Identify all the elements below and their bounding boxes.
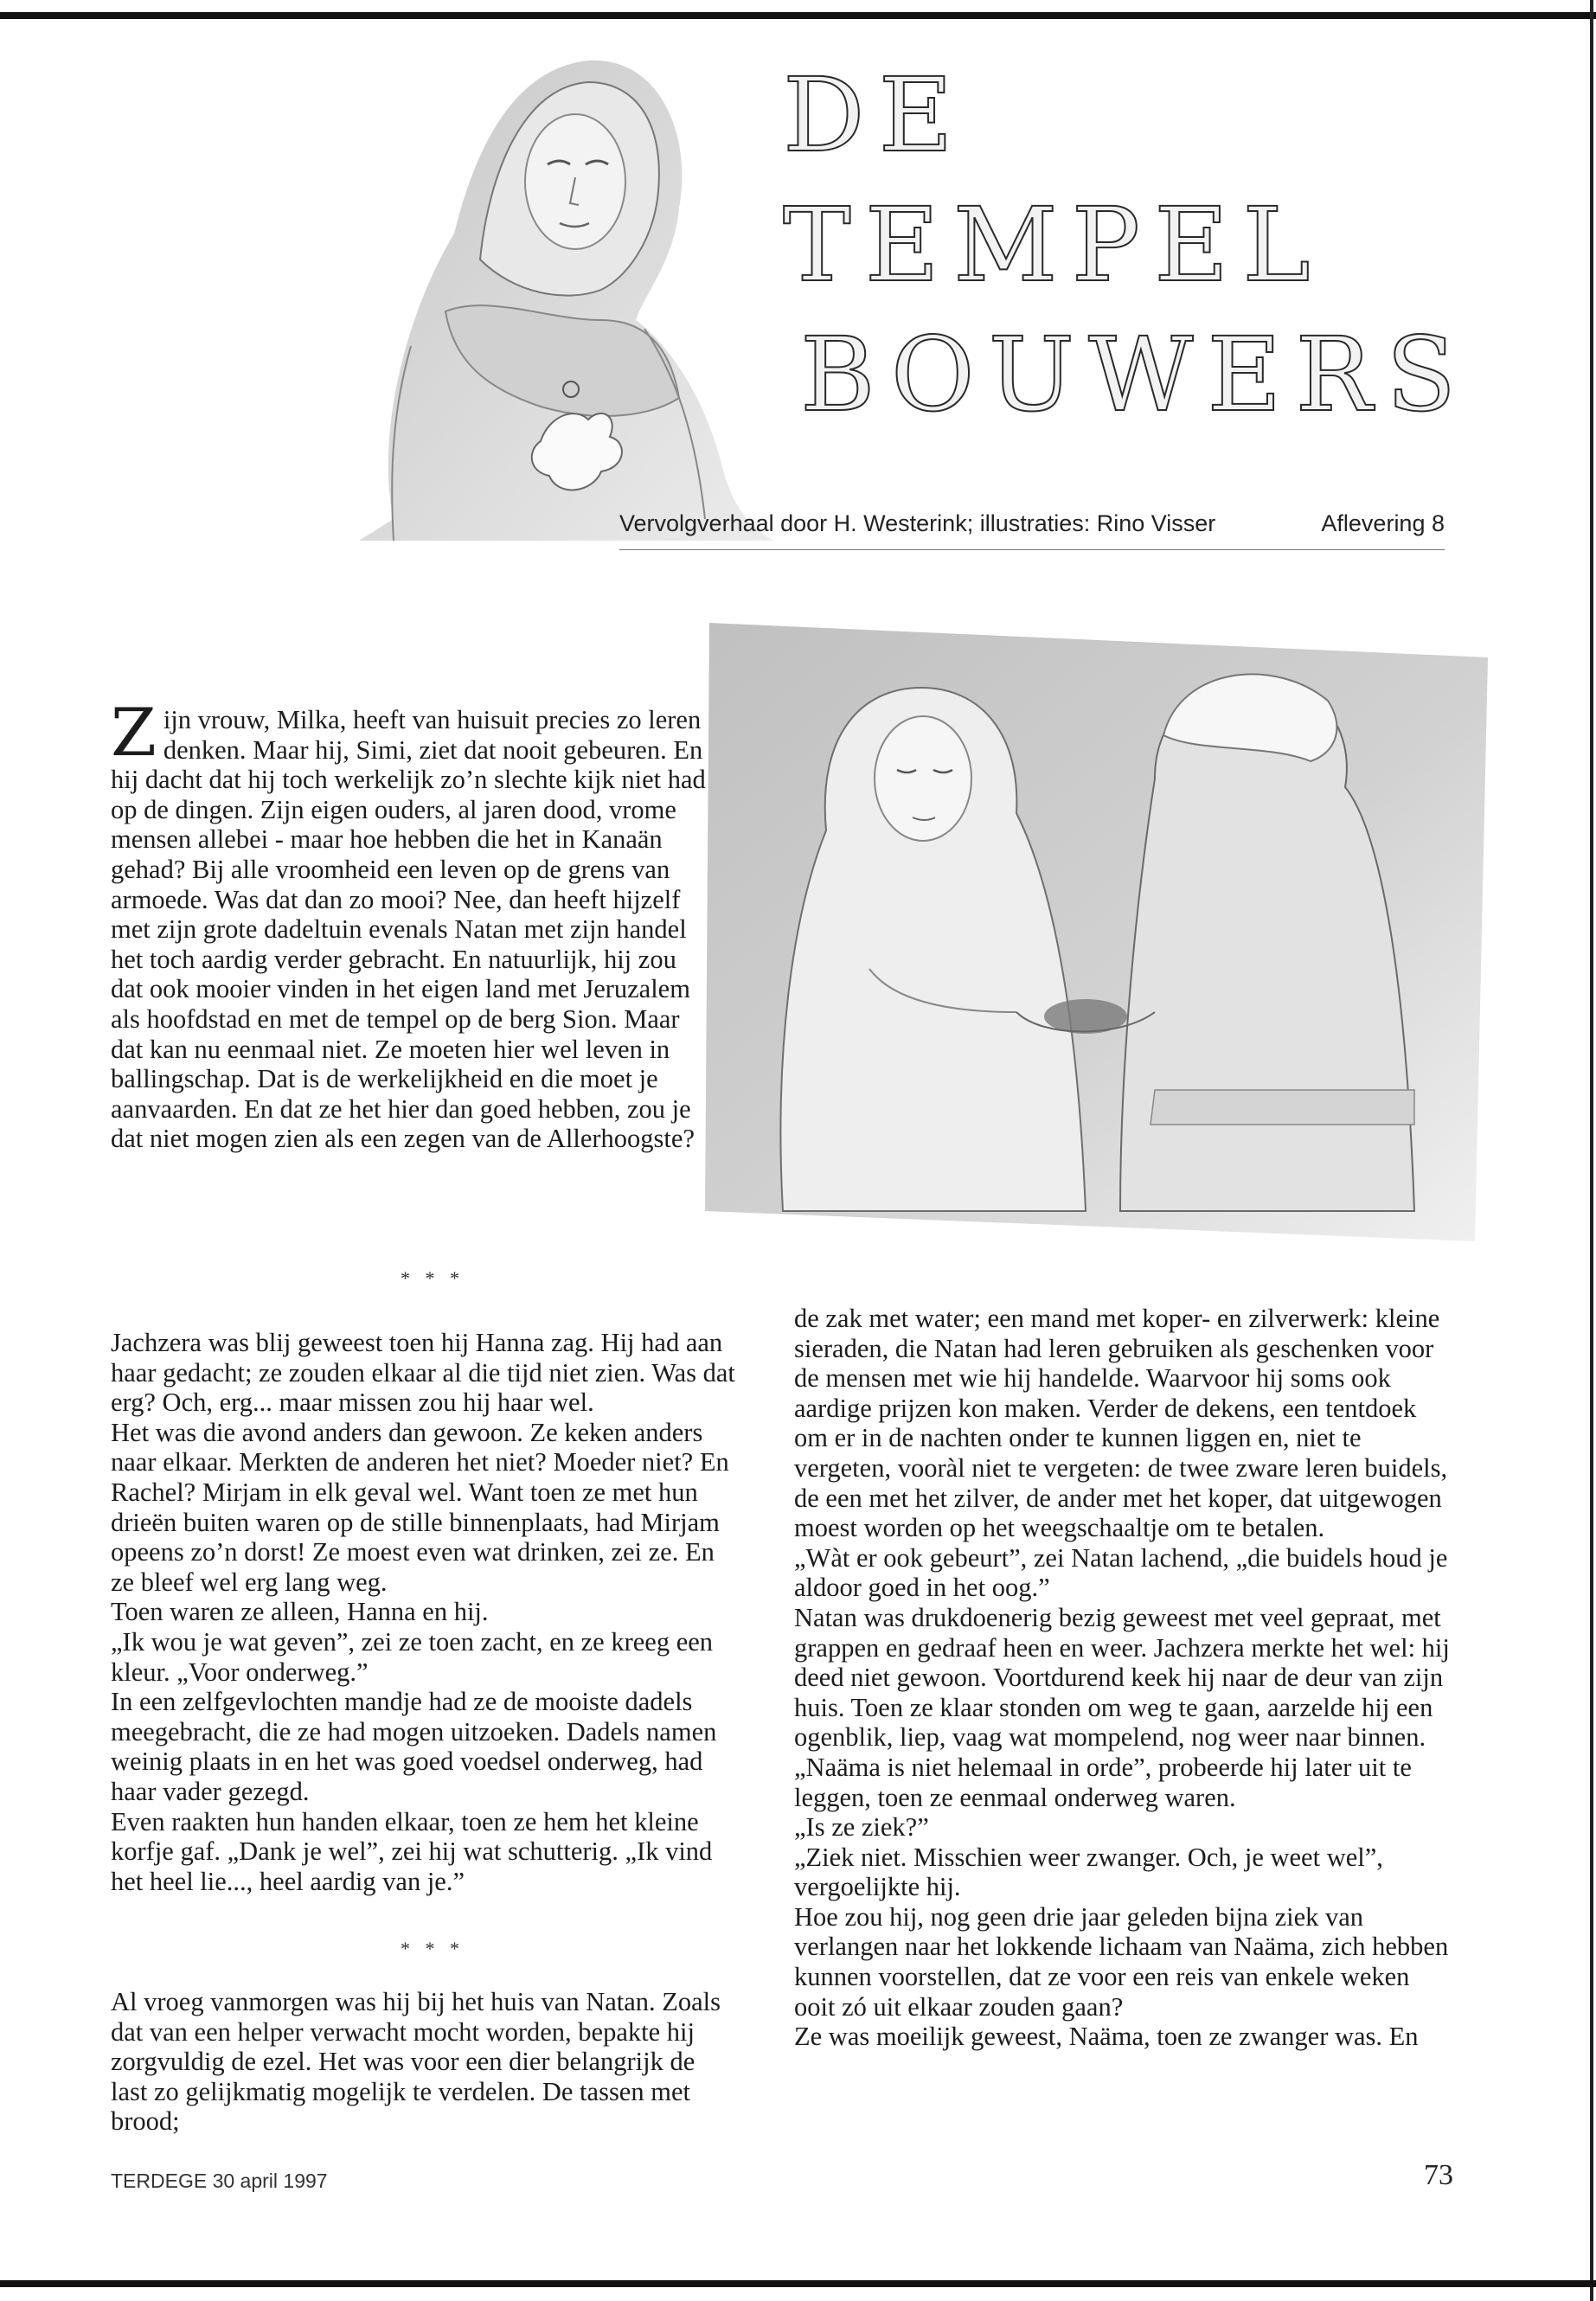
drop-cap: Z	[111, 694, 157, 771]
byline	[619, 510, 1445, 550]
right-column	[794, 1304, 1452, 2052]
paragraph: „Ziek niet. Misschien weer zwanger. Och, je weet wel”, vergoelijkte hij.	[794, 1842, 1383, 1902]
paragraph: Even raakten hun handen elkaar, toen ze hem het kleine korfje gaf. „Dank je wel”, zei hij wat schutterig. „Ik vind het heel lie..., heel aardig van je.”	[111, 1806, 713, 1896]
byline-credits: Vervolgverhaal door H. Westerink; illustraties: Rino Visser	[619, 510, 1216, 536]
section-separator: * * *	[401, 1938, 465, 1959]
portrait-illustration	[342, 35, 792, 545]
bottom-border	[0, 2280, 1596, 2287]
paragraph: „Wàt er ook gebeurt”, zei Natan lachend, „die buidels houd je aldoor goed in het oog.”	[794, 1542, 1448, 1603]
title-line-1: DE	[783, 55, 967, 175]
paragraph: „Naäma is niet helemaal in orde”, probeerde hij later uit te leggen, toen ze eenmaal onderweg waren.	[794, 1752, 1412, 1812]
page-number: 73	[1424, 2159, 1453, 2191]
publication-footer: TERDEGE 30 april 1997	[111, 2170, 328, 2192]
intro-paragraph	[111, 694, 708, 1154]
paragraph: Jachzera was blij geweest toen hij Hanna zag. Hij had aan haar gedacht; ze zouden elkaar al die tijd niet zien. Was dat erg? Och, erg... maar missen zou hij haar wel.	[111, 1328, 735, 1418]
top-border	[0, 12, 1596, 19]
title-line-2: TEMPEL	[783, 185, 1324, 304]
right-border	[1590, 0, 1593, 2301]
title-line-3: BOUWERS	[800, 315, 1471, 434]
paragraph: Ze was moeilijk geweest, Naäma, toen ze zwanger was. En	[794, 2022, 1419, 2052]
paragraph: „Is ze ziek?”	[794, 1812, 929, 1843]
paragraph: Natan was drukdoenerig bezig geweest met veel gepraat, met grappen en gedraaf heen en weer. Jachzera merkte het wel: hij deed niet gewoon. Voortdurend keek hij naar de deur van zijn huis. Toen ze klaar stonden om weg te gaan, aarzelde hij een ogenblik, liep, vaag wat mompelend, nog weer naar binnen.	[794, 1602, 1450, 1753]
article-title	[783, 50, 1475, 439]
scene-illustration	[670, 606, 1501, 1254]
section-separator: * * *	[401, 1267, 465, 1289]
paragraph: Hoe zou hij, nog geen drie jaar geleden bijna ziek van verlangen naar het lokkende lichaam van Naäma, zich hebben kunnen voorstellen, dat ze voor een reis van enkele weken ooit zó uit elkaar zouden gaan?	[794, 1901, 1449, 2022]
paragraph: Al vroeg vanmorgen was hij bij het huis van Natan. Zoals dat van een helper verwacht mocht worden, bepakte hij zorgvuldig de ezel. Het was voor een dier belangrijk de last zo gelijkmatig mogelijk te verdelen. De tassen met brood;	[111, 1987, 721, 2137]
paragraph: de zak met water; een mand met koper- en zilverwerk: kleine sieraden, die Natan had leren gebruiken als geschenken voor de mensen met wie hij handelde. Waarvoor hij soms ook aardige prijzen kon maken. Verder de dekens, een tentdoek om er in de nachten onder te kunnen liggen en, niet te vergeten, vooràl niet te vergeten: de twee zware leren buidels, de een met het zilver, de ander met het koper, dat uitgewogen moest worden op het weegschaaltje om te betalen.	[794, 1304, 1448, 1543]
section-2	[111, 1328, 738, 1896]
paragraph: „Ik wou je wat geven”, zei ze toen zacht, en ze kreeg een kleur. „Voor onderweg.”	[111, 1626, 714, 1687]
episode-label: Aflevering 8	[1321, 510, 1445, 536]
section-3	[111, 1987, 738, 2137]
paragraph: In een zelfgevlochten mandje had ze de mooiste dadels meegebracht, die ze had mogen uitzoeken. Dadels namen weinig plaats in en het was goed voedsel onderweg, had haar vader gezegd.	[111, 1687, 717, 1806]
intro-text: ijn vrouw, Milka, heeft van huisuit precies zo leren denken. Maar hij, Simi, ziet dat nooit gebeuren. En hij dacht dat hij toch werkelijk zo’n slechte kijk niet had op de dingen. Zijn eigen ouders, al jaren dood, vrome mensen allebei - maar hoe hebben die het in Kanaän gehad? Bij alle vroomheid een leven op de grens van armoede. Was dat dan zo mooi? Nee, dan heeft hijzelf met zijn grote dadeltuin evenals Natan met zijn handel het toch aardig verder gebracht. En natuurlijk, hij zou dat ook mooier vinden in het eigen land met Jeruzalem als hoofdstad en met de tempel op de berg Sion. Maar dat kan nu eenmaal niet. Ze moeten hier wel leven in ballingschap. Dat is de werkelijkheid en die moet je aanvaarden. En dat ze het hier dan goed hebben, zou je dat niet mogen zien als een zegen van de Allerhoogste?	[111, 705, 706, 1154]
paragraph: Toen waren ze alleen, Hanna en hij.	[111, 1597, 489, 1627]
paragraph: Het was die avond anders dan gewoon. Ze keken anders naar elkaar. Merkten de anderen het niet? Moeder niet? En Rachel? Mirjam in elk geval wel. Want toen ze met hun drieën buiten waren op de stille binnenplaats, had Mirjam opeens zo’n dorst! Ze moest even wat drinken, zei ze. En ze bleef wel erg lang weg.	[111, 1417, 729, 1597]
